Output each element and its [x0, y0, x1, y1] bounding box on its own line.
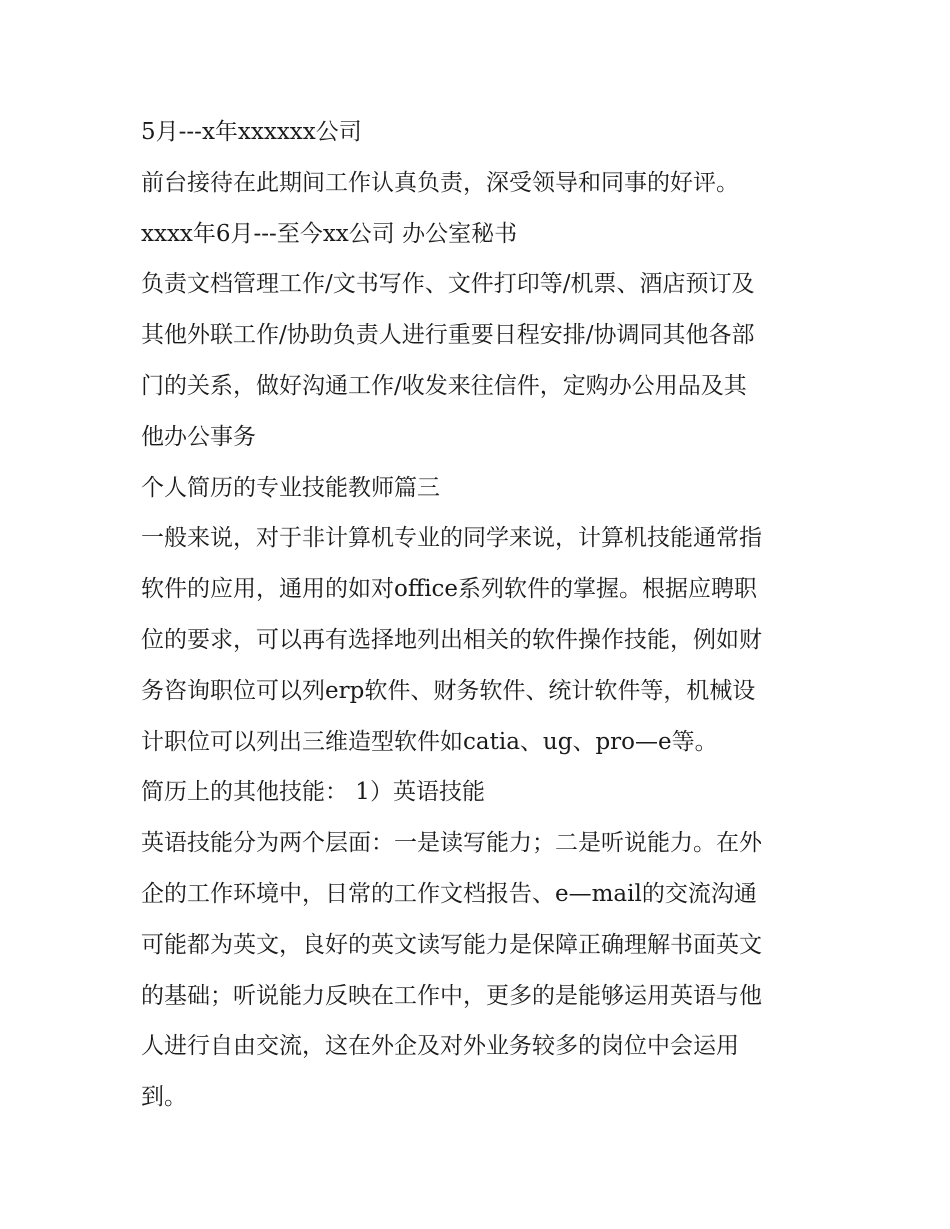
text-line-duties-4: 他办公事务: [141, 423, 256, 450]
text-line-computer-skills-4: 务咨询职位可以列erp软件、财务软件、统计软件等，机械设: [141, 677, 756, 704]
text-line-employment-period: 5月---x年xxxxxx公司: [141, 119, 362, 145]
text-line-computer-skills-1: 一般来说，对于非计算机专业的同学来说，计算机技能通常指: [141, 525, 762, 552]
text-line-english-skills-1: 英语技能分为两个层面：一是读写能力；二是听说能力。在外: [141, 830, 762, 857]
section-heading: 个人简历的专业技能教师篇三: [141, 474, 440, 501]
text-line-duties-1: 负责文档管理工作/文书写作、文件打印等/机票、酒店预订及: [141, 271, 755, 298]
text-line-computer-skills-2: 软件的应用，通用的如对office系列软件的掌握。根据应聘职: [141, 576, 758, 603]
text-line-reception-duty: 前台接待在此期间工作认真负责，深受领导和同事的好评。: [141, 169, 739, 196]
text-line-computer-skills-3: 位的要求，可以再有选择地列出相关的软件操作技能，例如财: [141, 626, 762, 653]
subheading-other-skills: 简历上的其他技能： 1）英语技能: [141, 779, 485, 806]
text-line-computer-skills-5: 计职位可以列出三维造型软件如catia、ug、pro—e等。: [141, 728, 718, 755]
document-body: [141, 107, 821, 1123]
text-line-duties-3: 门的关系，做好沟通工作/收发来往信件，定购办公用品及其: [141, 372, 747, 399]
text-line-english-skills-3: 可能都为英文，良好的英文读写能力是保障正确理解书面英文: [141, 931, 762, 958]
text-line-english-skills-6: 到。: [141, 1084, 187, 1111]
text-line-current-position: xxxx年6月---至今xx公司 办公室秘书: [141, 220, 518, 247]
text-line-duties-2: 其他外联工作/协助负责人进行重要日程安排/协调同其他各部: [141, 322, 755, 349]
text-line-english-skills-4: 的基础；听说能力反映在工作中，更多的是能够运用英语与他: [141, 982, 762, 1009]
text-line-english-skills-5: 人进行自由交流，这在外企及对外业务较多的岗位中会运用: [141, 1033, 739, 1060]
text-line-english-skills-2: 企的工作环境中，日常的工作文档报告、e—mail的交流沟通: [141, 880, 757, 907]
